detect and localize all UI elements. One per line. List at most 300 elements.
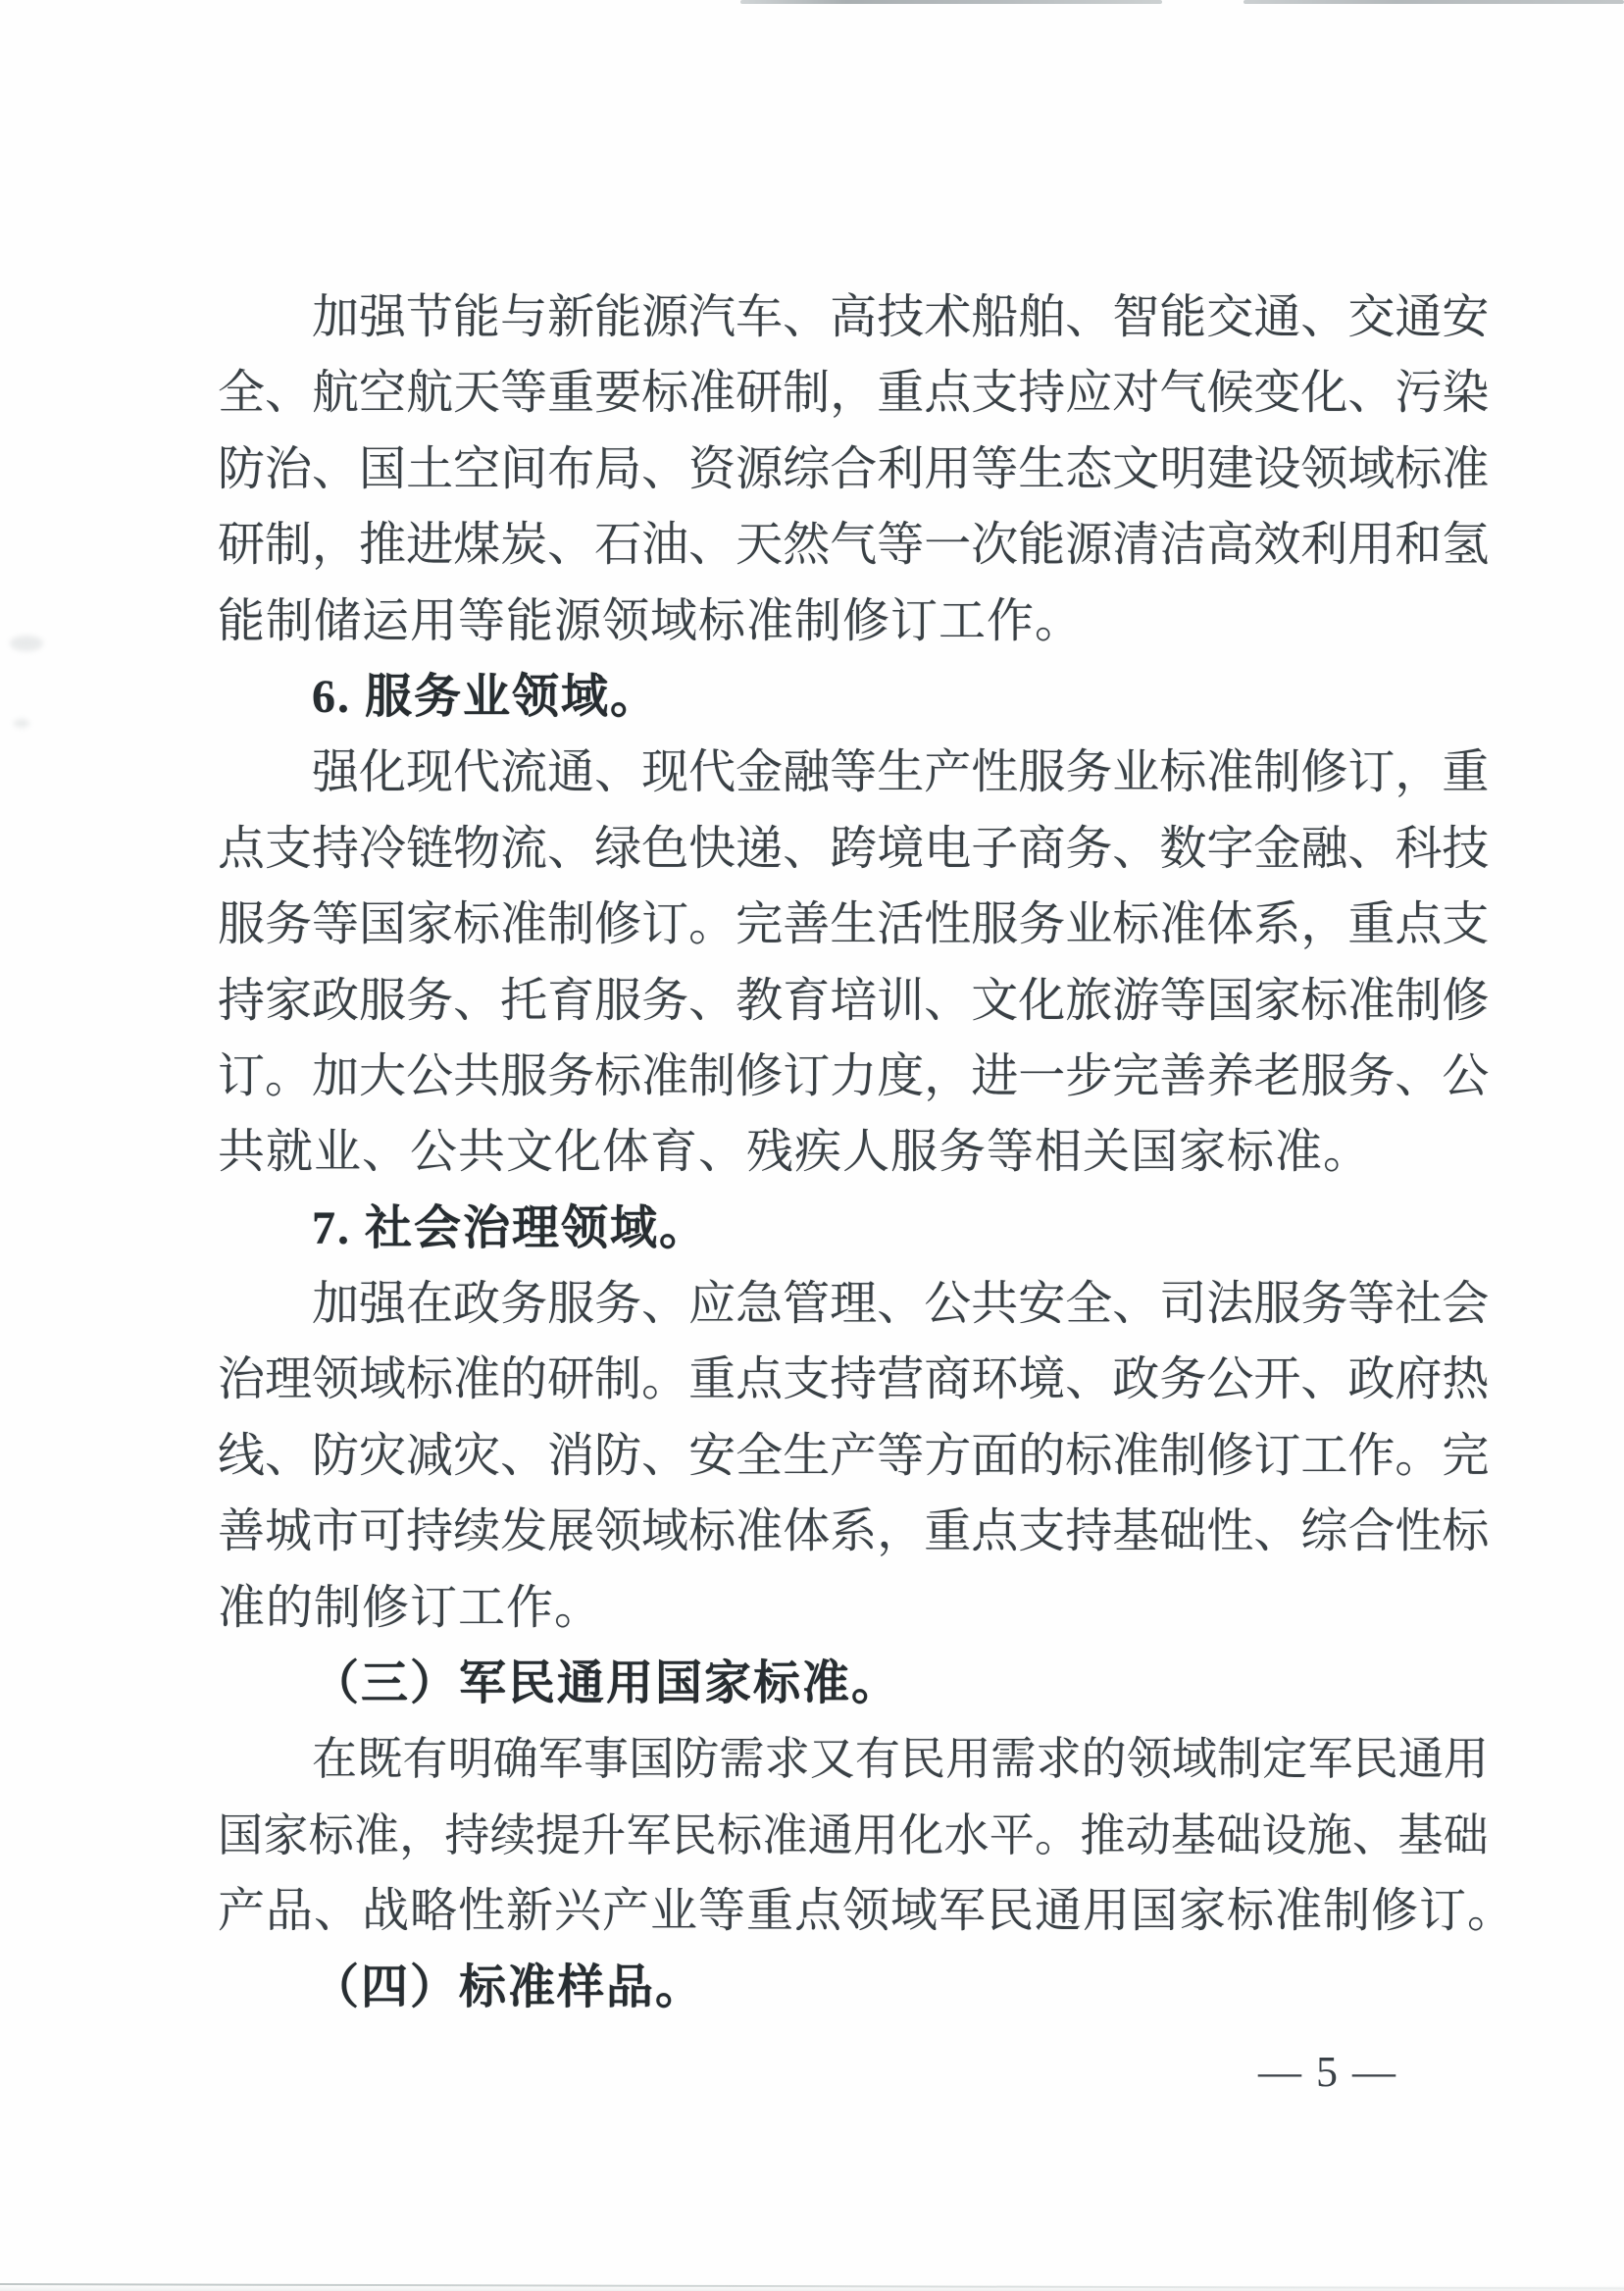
glyph: 服 [218, 898, 266, 951]
glyph: 代 [688, 746, 736, 799]
glyph: 重 [1442, 746, 1490, 799]
glyph: 准 [1442, 442, 1490, 495]
glyph: 标 [1442, 1505, 1490, 1558]
glyph: 养 [1206, 1049, 1254, 1102]
glyph: 、 [265, 1429, 313, 1482]
page-number: — 5 — [1258, 2048, 1397, 2096]
glyph: 气 [830, 519, 878, 572]
scan-artifact-top-strip-right [1243, 0, 1624, 4]
glyph: 持 [218, 974, 266, 1027]
glyph: 的 [500, 1353, 548, 1406]
glyph: 点 [218, 822, 266, 875]
text-line: 能制储运用等能源领域标准制修订工作。 [218, 594, 1084, 647]
glyph: 求 [1036, 1734, 1082, 1785]
glyph: 产 [924, 746, 972, 799]
glyph: 明 [1159, 442, 1207, 495]
text-line: 准的制修订工作。 [218, 1581, 603, 1634]
glyph: 科 [1395, 822, 1443, 875]
glyph: 天 [736, 519, 784, 572]
glyph: 定 [1262, 1734, 1308, 1785]
glyph: 游 [1112, 974, 1160, 1027]
glyph: 司 [1159, 1278, 1207, 1331]
glyph: 续 [453, 1505, 501, 1558]
glyph: 绿 [594, 822, 642, 875]
heading-line: （四）标准样品。 [312, 1960, 705, 2013]
glyph: ， [312, 519, 360, 572]
glyph: 通 [1253, 291, 1301, 343]
glyph: 公 [406, 1049, 454, 1102]
glyph: 跨 [830, 822, 878, 875]
glyph: 用 [1443, 1734, 1489, 1785]
glyph: 物 [453, 822, 501, 875]
glyph: 炭 [500, 519, 548, 572]
glyph: 等 [500, 367, 548, 420]
glyph: 市 [312, 1505, 360, 1558]
glyph: 订 [1253, 1429, 1301, 1482]
glyph: 、 [1300, 1353, 1348, 1406]
glyph: 国 [629, 1734, 675, 1785]
glyph: 标 [594, 1049, 642, 1102]
glyph: 环 [971, 1353, 1019, 1406]
glyph: 全 [218, 367, 266, 420]
glyph: 善 [1159, 1049, 1207, 1102]
glyph: 军 [537, 1734, 584, 1785]
glyph: 服 [1253, 1278, 1301, 1331]
glyph: 利 [877, 442, 925, 495]
glyph: 候 [1206, 367, 1254, 420]
glyph: 政 [312, 974, 360, 1027]
text-line [218, 432, 1489, 507]
text-line [218, 887, 1489, 962]
glyph: 老 [1253, 1049, 1301, 1102]
glyph: 务 [1065, 822, 1113, 875]
glyph: 安 [1442, 291, 1490, 343]
glyph: 务 [406, 974, 454, 1027]
glyph: 加 [312, 291, 360, 343]
glyph: 船 [971, 291, 1019, 343]
glyph: 标 [641, 367, 689, 420]
glyph: 、 [547, 519, 595, 572]
glyph: 持 [312, 822, 360, 875]
glyph: 教 [736, 974, 784, 1027]
glyph: 加 [312, 1049, 360, 1102]
glyph: 融 [1300, 822, 1348, 875]
glyph: 民 [900, 1734, 946, 1785]
glyph: 支 [1018, 1505, 1066, 1558]
glyph: 理 [265, 1353, 313, 1406]
glyph: 业 [1065, 898, 1113, 951]
glyph: 态 [1065, 442, 1113, 495]
glyph: 交 [1347, 291, 1396, 343]
glyph: 事 [583, 1734, 629, 1785]
glyph: 善 [783, 898, 831, 951]
glyph: 修 [736, 1049, 784, 1102]
glyph: 标 [1300, 974, 1348, 1027]
glyph: 修 [1206, 1429, 1254, 1482]
glyph: 线 [218, 1429, 266, 1482]
glyph: 污 [1395, 367, 1443, 420]
glyph: 务 [1300, 1278, 1348, 1331]
glyph: 培 [830, 974, 878, 1027]
glyph: 系 [1253, 898, 1301, 951]
glyph: 服 [971, 898, 1019, 951]
glyph: 订 [218, 1049, 266, 1102]
glyph: 务 [500, 1278, 548, 1331]
glyph: 标 [406, 1353, 454, 1406]
glyph: 等 [877, 1429, 925, 1482]
glyph: 、 [688, 974, 736, 1027]
glyph: 、 [1112, 822, 1160, 875]
glyph: 准 [736, 1505, 784, 1558]
glyph: 家 [1253, 974, 1301, 1027]
glyph: 新 [547, 291, 595, 343]
glyph: 减 [406, 1429, 454, 1482]
glyph: 气 [1159, 367, 1207, 420]
glyph: 交 [1206, 291, 1254, 343]
glyph: 订 [641, 898, 689, 951]
glyph: 天 [453, 367, 501, 420]
text-line [218, 1494, 1489, 1569]
glyph: 车 [736, 291, 784, 343]
glyph: 防 [674, 1734, 720, 1785]
glyph: 用 [945, 1734, 991, 1785]
glyph: ， [924, 1049, 972, 1102]
glyph: 、 [783, 822, 831, 875]
glyph: 和 [1395, 519, 1443, 572]
glyph: 订 [783, 1049, 831, 1102]
glyph: 油 [641, 519, 689, 572]
glyph: 等 [312, 898, 360, 951]
glyph: 在 [312, 1734, 357, 1785]
glyph: 、 [783, 291, 831, 343]
text-line [218, 1266, 1489, 1342]
glyph: 准 [1206, 746, 1254, 799]
glyph: 政 [453, 1278, 501, 1331]
glyph: 、 [924, 974, 972, 1027]
glyph: 基 [1397, 1809, 1444, 1860]
glyph: 又 [809, 1734, 855, 1785]
glyph: 、 [1347, 367, 1396, 420]
glyph: 标 [1065, 1429, 1113, 1482]
glyph: 舶 [1018, 291, 1066, 343]
glyph: 支 [971, 367, 1019, 420]
glyph: 重 [877, 367, 925, 420]
text-line [218, 963, 1489, 1039]
glyph: 生 [830, 898, 878, 951]
glyph: 领 [594, 1505, 642, 1558]
glyph: 动 [1125, 1809, 1171, 1860]
glyph: 平 [989, 1809, 1035, 1860]
scan-artifact-top-strip-left [740, 0, 1162, 4]
glyph: 治 [218, 1353, 266, 1406]
glyph: 文 [1112, 442, 1160, 495]
glyph: 生 [783, 1429, 831, 1482]
glyph: 制 [594, 1353, 642, 1406]
glyph: 军 [626, 1809, 672, 1860]
text-line: 产品、战略性新兴产业等重点领域军民通用国家标准制修订。 [218, 1885, 1516, 1938]
glyph: 现 [406, 746, 454, 799]
glyph: 的 [1081, 1734, 1127, 1785]
glyph: 支 [265, 822, 313, 875]
document-text [218, 280, 1516, 2025]
glyph: 、 [1065, 1353, 1113, 1406]
glyph: 文 [971, 974, 1019, 1027]
glyph: 制 [1217, 1734, 1263, 1785]
glyph: 国 [1206, 974, 1254, 1027]
glyph: 重 [547, 367, 595, 420]
glyph: 务 [1159, 1353, 1207, 1406]
glyph: 、 [1253, 1505, 1301, 1558]
glyph: 务 [594, 1278, 642, 1331]
glyph: 通 [1397, 1734, 1444, 1785]
glyph: 、 [641, 1429, 689, 1482]
glyph: 防 [594, 1429, 642, 1482]
glyph: 有 [854, 1734, 900, 1785]
glyph: 明 [447, 1734, 493, 1785]
glyph: 急 [736, 1278, 784, 1331]
glyph: 合 [830, 442, 878, 495]
glyph: 域 [641, 1505, 689, 1558]
glyph: 国 [359, 442, 407, 495]
glyph: 。 [1035, 1809, 1081, 1860]
glyph: 一 [924, 519, 972, 572]
glyph: 持 [444, 1809, 490, 1860]
glyph: 政 [1112, 1353, 1160, 1406]
glyph: 高 [830, 291, 878, 343]
glyph: 现 [641, 746, 689, 799]
glyph: 高 [1206, 519, 1254, 572]
glyph: 既 [357, 1734, 403, 1785]
glyph: 技 [877, 291, 925, 343]
glyph: 研 [547, 1353, 595, 1406]
glyph: 等 [877, 519, 925, 572]
glyph: 研 [736, 367, 784, 420]
glyph: 染 [1442, 367, 1490, 420]
glyph: 提 [534, 1809, 581, 1860]
glyph: 能 [453, 291, 501, 343]
scan-smudge [14, 719, 29, 728]
scan-artifact-bottom-band [0, 2285, 1624, 2291]
heading-line: （三）军民通用国家标准。 [312, 1657, 901, 1710]
glyph: 对 [1112, 367, 1160, 420]
glyph: 通 [807, 1809, 853, 1860]
glyph: 、 [312, 442, 360, 495]
glyph: 进 [406, 519, 454, 572]
glyph: 家 [265, 974, 313, 1027]
text-line [218, 1798, 1489, 1873]
glyph: 体 [783, 1505, 831, 1558]
glyph: 持 [1018, 367, 1066, 420]
glyph: 需 [719, 1734, 765, 1785]
glyph: 基 [1112, 1505, 1160, 1558]
glyph: 域 [1171, 1734, 1217, 1785]
glyph: 的 [1018, 1429, 1066, 1482]
glyph: 施 [1306, 1809, 1352, 1860]
glyph: 度 [877, 1049, 925, 1102]
glyph: 务 [1347, 1049, 1396, 1102]
glyph: 确 [492, 1734, 538, 1785]
glyph: 国 [359, 898, 407, 951]
text-line [218, 507, 1489, 583]
glyph: 能 [1159, 291, 1207, 343]
glyph: 家 [263, 1809, 309, 1860]
glyph: 支 [783, 1353, 831, 1406]
glyph: 标 [688, 1505, 736, 1558]
glyph: 产 [830, 1429, 878, 1482]
glyph: 完 [1442, 1429, 1490, 1482]
glyph: 工 [1300, 1429, 1348, 1482]
glyph: 空 [453, 442, 501, 495]
glyph: 开 [1253, 1353, 1301, 1406]
glyph: 制 [1159, 1429, 1207, 1482]
glyph: 字 [1206, 822, 1254, 875]
glyph: 效 [1253, 519, 1301, 572]
glyph: 服 [359, 974, 407, 1027]
glyph: 会 [1442, 1278, 1490, 1331]
glyph: 用 [924, 442, 972, 495]
glyph: 标 [1159, 746, 1207, 799]
glyph: 升 [581, 1809, 627, 1860]
glyph: 石 [594, 519, 642, 572]
glyph: 完 [1112, 1049, 1160, 1102]
glyph: 制 [1253, 746, 1301, 799]
glyph: 布 [547, 442, 595, 495]
glyph: 制 [1395, 974, 1443, 1027]
glyph: 综 [1300, 1505, 1348, 1558]
glyph: 础 [1216, 1809, 1262, 1860]
glyph: 可 [359, 1505, 407, 1558]
glyph: 域 [359, 1353, 407, 1406]
glyph: 府 [1395, 1353, 1443, 1406]
glyph: 冷 [359, 822, 407, 875]
glyph: 电 [924, 822, 972, 875]
glyph: 准 [641, 1049, 689, 1102]
glyph: 共 [453, 1049, 501, 1102]
glyph: 能 [1018, 519, 1066, 572]
glyph: 节 [406, 291, 454, 343]
glyph: 安 [1018, 1278, 1066, 1331]
glyph: 旅 [1065, 974, 1113, 1027]
glyph: 强 [312, 746, 360, 799]
glyph: 。 [265, 1049, 313, 1102]
glyph: 社 [1395, 1278, 1443, 1331]
glyph: 术 [924, 291, 972, 343]
glyph: 、 [594, 746, 642, 799]
heading-line: 7. 社会治理领域。 [312, 1201, 709, 1254]
glyph: 础 [1159, 1505, 1207, 1558]
glyph: 务 [641, 974, 689, 1027]
glyph: 、 [500, 1429, 548, 1482]
glyph: 领 [1126, 1734, 1172, 1785]
glyph: ， [830, 367, 878, 420]
text-line [218, 735, 1489, 810]
glyph: 一 [1018, 1049, 1066, 1102]
heading-line: 6. 服务业领域。 [312, 670, 660, 723]
glyph: 、 [453, 974, 501, 1027]
glyph: 局 [594, 442, 642, 495]
glyph: 化 [359, 746, 407, 799]
glyph: 服 [1018, 746, 1066, 799]
glyph: 完 [736, 898, 784, 951]
glyph: 订 [1347, 746, 1396, 799]
glyph: 要 [594, 367, 642, 420]
glyph: 灾 [453, 1429, 501, 1482]
glyph: 研 [218, 519, 266, 572]
glyph: 氢 [1442, 519, 1490, 572]
glyph: 等 [971, 442, 1019, 495]
glyph: 公 [1442, 1049, 1490, 1102]
glyph: 服 [547, 1278, 595, 1331]
glyph: 、 [1112, 1278, 1160, 1331]
glyph: ， [1395, 746, 1443, 799]
glyph: 面 [971, 1429, 1019, 1482]
glyph: 发 [500, 1505, 548, 1558]
text-line [218, 1418, 1489, 1494]
glyph: 加 [312, 1278, 360, 1331]
glyph: 公 [924, 1278, 972, 1331]
glyph: 制 [783, 367, 831, 420]
glyph: 理 [830, 1278, 878, 1331]
glyph: 准 [762, 1809, 808, 1860]
glyph: 制 [547, 898, 595, 951]
glyph: 准 [688, 367, 736, 420]
glyph: 国 [218, 1809, 263, 1860]
glyph: 流 [500, 746, 548, 799]
glyph: 制 [265, 519, 313, 572]
glyph: 点 [971, 1505, 1019, 1558]
glyph: 进 [971, 1049, 1019, 1102]
glyph: 系 [830, 1505, 878, 1558]
glyph: 资 [688, 442, 736, 495]
text-line [218, 280, 1489, 355]
glyph: 清 [1112, 519, 1160, 572]
glyph: 重 [924, 1505, 972, 1558]
glyph: 点 [736, 1353, 784, 1406]
glyph: 领 [1300, 442, 1348, 495]
glyph: 防 [312, 1429, 360, 1482]
glyph: 域 [1347, 442, 1396, 495]
glyph: 、 [265, 367, 313, 420]
glyph: 化 [1300, 367, 1348, 420]
glyph: 作 [1347, 1429, 1396, 1482]
glyph: 技 [1442, 822, 1490, 875]
glyph: 活 [877, 898, 925, 951]
glyph: 民 [1352, 1734, 1398, 1785]
glyph: 境 [877, 822, 925, 875]
glyph: 通 [547, 746, 595, 799]
glyph: 点 [1395, 898, 1443, 951]
glyph: 应 [688, 1278, 736, 1331]
glyph: 然 [783, 519, 831, 572]
glyph: 源 [736, 442, 784, 495]
glyph: 。 [1395, 1429, 1443, 1482]
glyph: 准 [453, 1353, 501, 1406]
glyph: 化 [1018, 974, 1066, 1027]
glyph: 制 [688, 1049, 736, 1102]
text-line [218, 1721, 1489, 1797]
glyph: 点 [924, 367, 972, 420]
glyph: 金 [736, 746, 784, 799]
glyph: 。 [688, 898, 736, 951]
glyph: 能 [594, 291, 642, 343]
glyph: 、 [1395, 1049, 1443, 1102]
glyph: 商 [1018, 822, 1066, 875]
glyph: 、 [641, 442, 689, 495]
glyph: 利 [1300, 519, 1348, 572]
glyph: 性 [1206, 1505, 1254, 1558]
glyph: 家 [406, 898, 454, 951]
glyph: 标 [1112, 898, 1160, 951]
